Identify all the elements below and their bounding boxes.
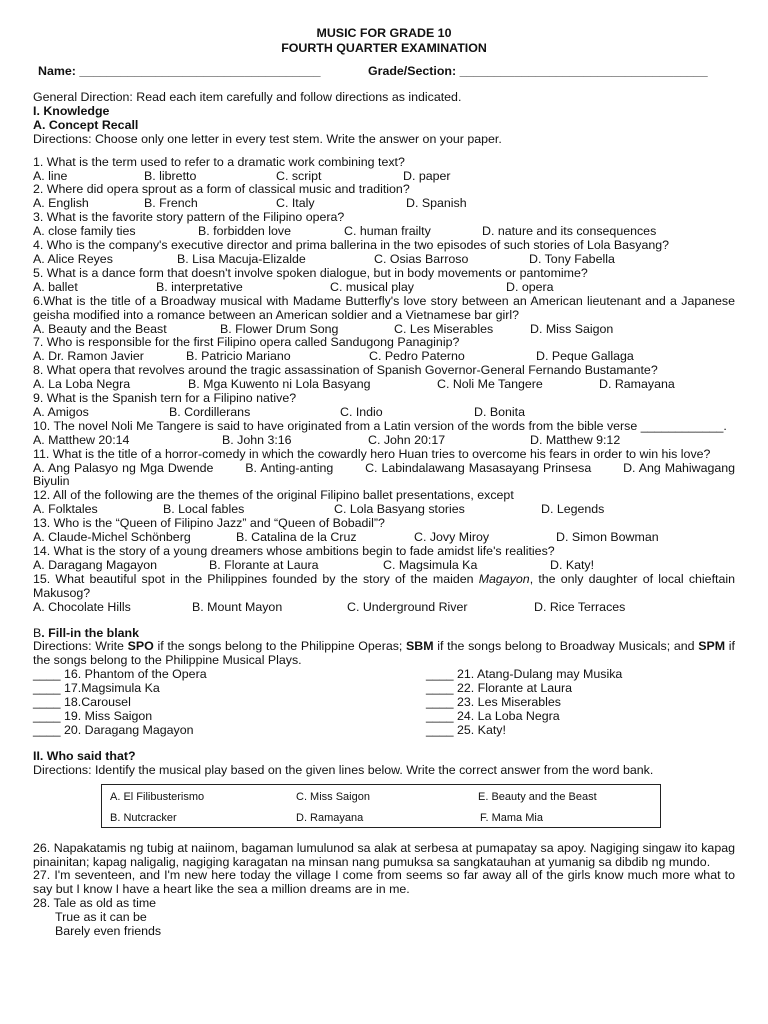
name-field: Name: ___________________________________ [38,64,321,78]
option: C. Labindalawang Masasayang Prinsesa [365,460,592,475]
option: A. line [33,168,68,183]
option: A. Amigos [33,404,89,419]
fill-blank-item: ____ 21. Atang-Dulang may Musika [426,667,623,682]
option: D. Bonita [474,404,525,419]
option: D. Simon Bowman [556,530,659,545]
option: B. libretto [144,168,197,183]
question-3: 3. What is the favorite story pattern of the Filipino opera? [33,210,345,225]
section-b-letter: B [33,625,42,640]
question-8-options [33,378,735,392]
word-bank-item: B. Nutcracker [110,811,177,824]
word-bank-item: A. El Filibusterismo [110,790,205,803]
option: C. Osias Barroso [374,251,469,266]
question-6-options [33,323,735,337]
fill-blank-item: ____ 25. Katy! [426,722,506,737]
option: C. Magsimula Ka [383,557,478,572]
option: B. Florante at Laura [209,557,319,572]
option: A. Folktales [33,502,98,517]
question-6: 6.What is the title of a Broadway musical with Madame Butterfly's love story between an American lieutenant and a Japanese geisha modified into a romance between an American soldier and a Vietnamese bar girl? [33,293,735,322]
option: D. Ang Mahiwagang Biyulin [33,460,736,489]
option: A. Beauty and the Beast [33,321,167,336]
section-b-heading: . Fill-in the blank [41,625,140,640]
name-row [33,64,735,79]
option: D. nature and its consequences [482,224,657,239]
question-2: 2. Where did opera sprout as a form of classical music and tradition? [33,182,410,197]
question-14: 14. What is the story of a young dreamers whose ambitions begin to fade amidst life's realities? [33,544,555,558]
fill-blank-item: ____ 19. Miss Saigon [33,708,153,723]
question-1-options [33,170,735,184]
fill-blank-item: ____ 20. Daragang Magayon [33,722,194,737]
question-15-text-b: , the only daughter of local chieftain Makusog? [33,571,735,600]
fill-blank-left-column [33,668,426,738]
question-15-options [33,601,735,615]
question-12: 12. All of the following are the themes of the original Filipino ballet presentations, except [33,488,514,503]
grade-section-field: Grade/Section: ____________________________________ [368,64,708,78]
question-12-options [33,503,735,517]
question-15-text-a: 15. What beautiful spot in the Philippines founded by the story of the maiden [33,571,479,586]
question-9: 9. What is the Spanish tern for a Filipino native? [33,391,297,406]
question-28-line: True as it can be [55,910,147,925]
option: B. Cordillerans [169,404,251,419]
question-28: 28. Tale as old as time [33,896,157,911]
option: D. opera [506,279,554,294]
option: C. Pedro Paterno [369,349,465,364]
option: B. interpretative [156,279,243,294]
option: B. Mga Kuwento ni Lola Basyang [188,377,371,392]
option: C. John 20:17 [368,432,446,447]
code-sbm: SBM [406,639,434,654]
option: C. Underground River [347,599,468,614]
option: B. French [144,196,198,211]
question-9-options [33,406,735,420]
option: D. Matthew 9:12 [530,432,621,447]
option: C. Les Miserables [394,321,494,336]
option: A. English [33,196,89,211]
question-27: 27. I'm seventeen, and I'm new here today the village I come from seems so far away all of the girls know much more what to say but I know I have a heart like the sea a million dreams are in me. [33,868,735,897]
directions-text: if the songs belong to the Philippine Musical Plays. [33,639,735,668]
option: A. La Loba Negra [33,377,131,392]
option: B. Flower Drum Song [220,321,339,336]
question-3-options [33,225,735,239]
fill-blank-item: ____ 18.Carousel [33,695,131,710]
code-spo: SPO [127,639,154,654]
part2-title: II. Who said that? [33,748,136,763]
option: C. Italy [276,196,315,211]
directions-text: if the songs belong to the Philippine Operas; [153,639,407,654]
option: C. Noli Me Tangere [437,377,543,392]
option: A. close family ties [33,224,136,239]
option: B. Mount Mayon [192,599,283,614]
question-13-options [33,531,735,545]
exam-subtitle: FOURTH QUARTER EXAMINATION [281,41,487,55]
option: B. Lisa Macuja-Elizalde [177,251,306,266]
part1-title: I. Knowledge [33,103,110,118]
option: C. Lola Basyang stories [334,502,465,517]
option: B. forbidden love [198,224,291,239]
option: B. Patricio Mariano [186,349,291,364]
option: D. Spanish [406,196,467,211]
fill-blank-list [33,668,735,738]
option: B. Anting-anting [245,460,334,475]
question-5-options [33,281,735,295]
general-direction: General Direction: Read each item carefully and follow directions as indicated. [33,90,462,104]
fill-blank-right-column [426,668,622,738]
section-a-title: A. Concept Recall [33,117,139,132]
section-b-directions [33,640,735,668]
part2-directions: Directions: Identify the musical play based on the given lines below. Write the correct answer from the word bank. [33,762,654,777]
option: A. Chocolate Hills [33,599,131,614]
option: C. musical play [330,279,415,294]
option: D. Rice Terraces [534,599,626,614]
question-11-options [33,462,735,490]
option: A. Claude-Michel Schönberg [33,530,191,545]
word-bank [101,784,661,828]
directions-text: if the songs belong to Broadway Musicals; and [433,639,699,654]
word-bank-item: F. Mama Mia [480,811,543,824]
option: A. Dr. Ramon Javier [33,349,144,364]
word-bank-item: E. Beauty and the Beast [478,790,597,803]
question-2-options [33,197,735,211]
question-4-options [33,253,735,267]
option: C. Jovy Miroy [414,530,490,545]
question-7-options [33,350,735,364]
question-11: 11. What is the title of a horror-comedy in which the cowardly hero Huan tries to overcome his fears in order to win his love? [33,446,711,461]
section-a-directions: Directions: Choose only one letter in every test stem. Write the answer on your paper. [33,131,502,146]
option: B. Local fables [163,502,245,517]
question-7: 7. Who is responsible for the first Filipino opera called Sandugong Panaginip? [33,335,460,350]
option: A. Alice Reyes [33,251,113,266]
question-28-line: Barely even friends [55,924,162,939]
fill-blank-item: ____ 23. Les Miserables [426,695,562,710]
question-15 [33,573,735,601]
directions-text: Directions: Write [33,639,128,654]
option: D. Peque Gallaga [536,349,634,364]
word-bank-item: C. Miss Saigon [296,790,370,803]
fill-blank-item: ____ 17.Magsimula Ka [33,681,160,696]
option: B. Catalina de la Cruz [236,530,357,545]
fill-blank-item: ____ 22. Florante at Laura [426,681,573,696]
question-4: 4. Who is the company's executive director and prima ballerina in the two episodes of such stories of Lola Basyang? [33,238,670,253]
question-26: 26. Napakatamis ng tubig at naiinom, bagaman lumulunod sa alak at serbesa at pumapatay sa apoy. Nagiging singaw ito kapag pinainitan; kapag naligalig, nagiging karagatan na minsan nang pumuksa sa sangkatauhan at yumanig sa dibdib ng mundo. [33,840,735,869]
option: A. ballet [33,279,78,294]
code-spm: SPM [698,639,726,654]
option: D. Tony Fabella [529,251,615,266]
question-14-options [33,559,735,573]
question-1: 1. What is the term used to refer to a dramatic work combining text? [33,154,405,169]
option: A. Ang Palasyo ng Mga Dwende [33,460,214,475]
question-13: 13. Who is the “Queen of Filipino Jazz” and “Queen of Bobadil”? [33,516,385,531]
fill-blank-item: ____ 16. Phantom of the Opera [33,667,207,682]
option: B. John 3:16 [222,432,292,447]
option: C. Indio [340,404,383,419]
option: A. Daragang Magayon [33,557,157,572]
option: D. Legends [541,502,605,517]
exam-title: MUSIC FOR GRADE 10 [316,26,452,40]
section-b-title [33,627,735,641]
option: C. human frailty [344,224,431,239]
word-bank-item: D. Ramayana [296,811,364,824]
option: D. Ramayana [599,377,675,392]
option: A. Matthew 20:14 [33,432,130,447]
question-8: 8. What opera that revolves around the tragic assassination of Spanish Governor-General Fernando Bustamante? [33,363,658,378]
question-10: 10. The novel Noli Me Tangere is said to have originated from a Latin version of the words from the bible verse ____________. [33,418,727,433]
option: D. Katy! [550,557,595,572]
question-15-maiden: Magayon [478,571,530,586]
option: D. Miss Saigon [530,321,614,336]
option: C. script [276,168,322,183]
fill-blank-item: ____ 24. La Loba Negra [426,708,560,723]
question-5: 5. What is a dance form that doesn't involve spoken dialogue, but in body movements or pantomime? [33,265,588,280]
question-10-options [33,434,735,448]
option: D. paper [403,168,451,183]
